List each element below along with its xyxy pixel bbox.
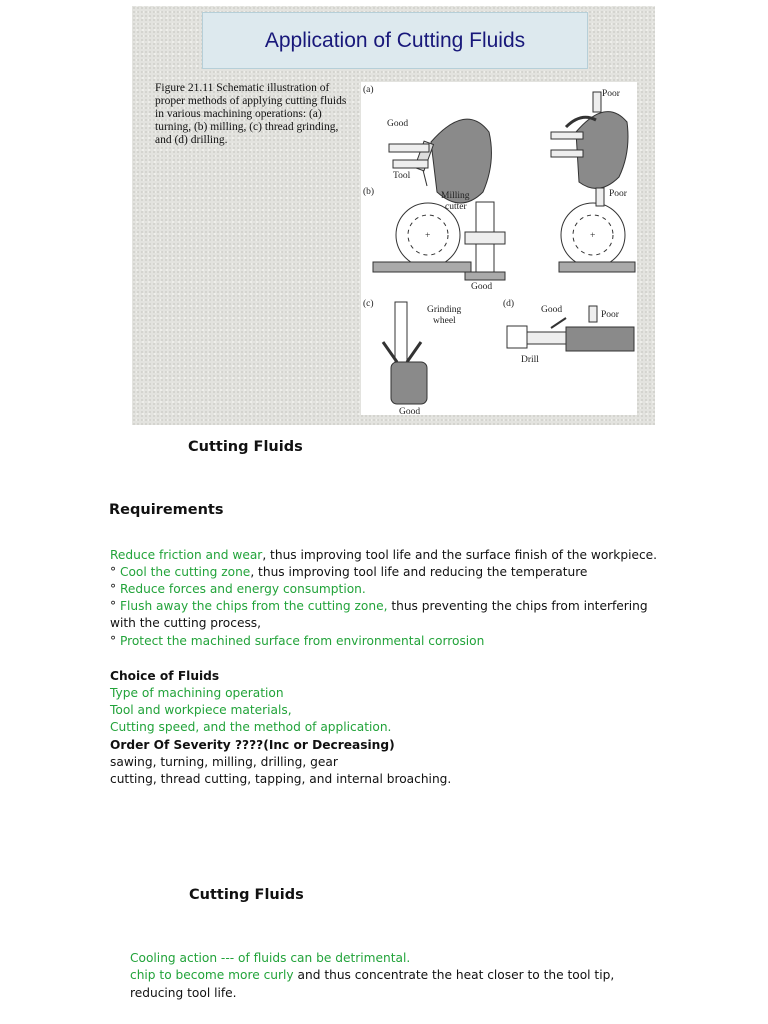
slide-title: Application of Cutting Fluids xyxy=(202,12,588,69)
requirement-line-2: ° Cool the cutting zone, thus improving tool life and reducing the temperature xyxy=(110,565,588,579)
workpiece-d xyxy=(566,327,634,351)
choice-heading: Choice of Fluids xyxy=(110,669,220,683)
figure-caption: Figure 21.11 Schematic illustration of proper methods of applying cutting fluids in various machining operations: (a) turning, (b) milling, (c) thread grinding, and (d) drilling. xyxy=(155,82,347,146)
nozzle-a-good xyxy=(389,144,429,152)
requirements-heading: Requirements xyxy=(109,502,224,518)
label-poor-a: Poor xyxy=(602,89,620,99)
label-tool: Tool xyxy=(393,171,411,181)
label-good-a: Good xyxy=(387,119,409,129)
label-b: (b) xyxy=(363,187,375,197)
cutting-fluid-figure xyxy=(361,82,637,415)
choice-item: Cutting speed, and the method of application. xyxy=(110,720,392,734)
label-milling: Milling xyxy=(441,191,470,201)
slide-image xyxy=(132,6,655,425)
requirement-line-4: ° Flush away the chips from the cutting zone, thus preventing the chips from interfering xyxy=(110,599,648,613)
requirement-line-3: ° Reduce forces and energy consumption. xyxy=(110,582,366,596)
cooling-line-2: chip to become more curly and thus concentrate the heat closer to the tool tip, xyxy=(130,968,615,982)
label-a: (a) xyxy=(363,85,374,95)
section2-heading: Cutting Fluids xyxy=(189,887,304,903)
section1-heading: Cutting Fluids xyxy=(188,439,303,455)
label-grinding: Grinding xyxy=(427,305,462,315)
requirement-line-1: Reduce friction and wear, thus improving tool life and the surface finish of the workpiece. xyxy=(110,548,658,562)
choice-item: Type of machining operation xyxy=(110,686,284,700)
order-line: cutting, thread cutting, tapping, and internal broaching. xyxy=(110,772,452,786)
label-wheel: wheel xyxy=(433,316,456,326)
label-poor-b: Poor xyxy=(609,189,627,199)
svg-text:+: + xyxy=(590,231,596,241)
cooling-line-1: Cooling action --- of fluids can be detrimental. xyxy=(130,951,411,965)
requirement-line-5: with the cutting process, xyxy=(110,616,262,630)
label-good-d: Good xyxy=(541,305,563,315)
label-c: (c) xyxy=(363,299,374,309)
requirement-line-6: ° Protect the machined surface from environmental corrosion xyxy=(110,634,485,648)
label-poor-d: Poor xyxy=(601,310,619,320)
choice-item: Tool and workpiece materials, xyxy=(110,703,292,717)
label-drill: Drill xyxy=(521,355,539,365)
cooling-line-3: reducing tool life. xyxy=(130,986,237,1000)
label-good-b: Good xyxy=(471,282,493,292)
order-heading: Order Of Severity ????(Inc or Decreasing) xyxy=(110,738,395,752)
workpiece-a-poor xyxy=(576,112,628,189)
order-line: sawing, turning, milling, drilling, gear xyxy=(110,755,338,769)
label-cutter: cutter xyxy=(445,202,467,212)
toolpost-a-good xyxy=(393,160,428,168)
label-d: (d) xyxy=(503,299,515,309)
grinding-wheel xyxy=(391,362,427,404)
label-good-c: Good xyxy=(399,407,421,415)
svg-text:+: + xyxy=(425,231,431,241)
